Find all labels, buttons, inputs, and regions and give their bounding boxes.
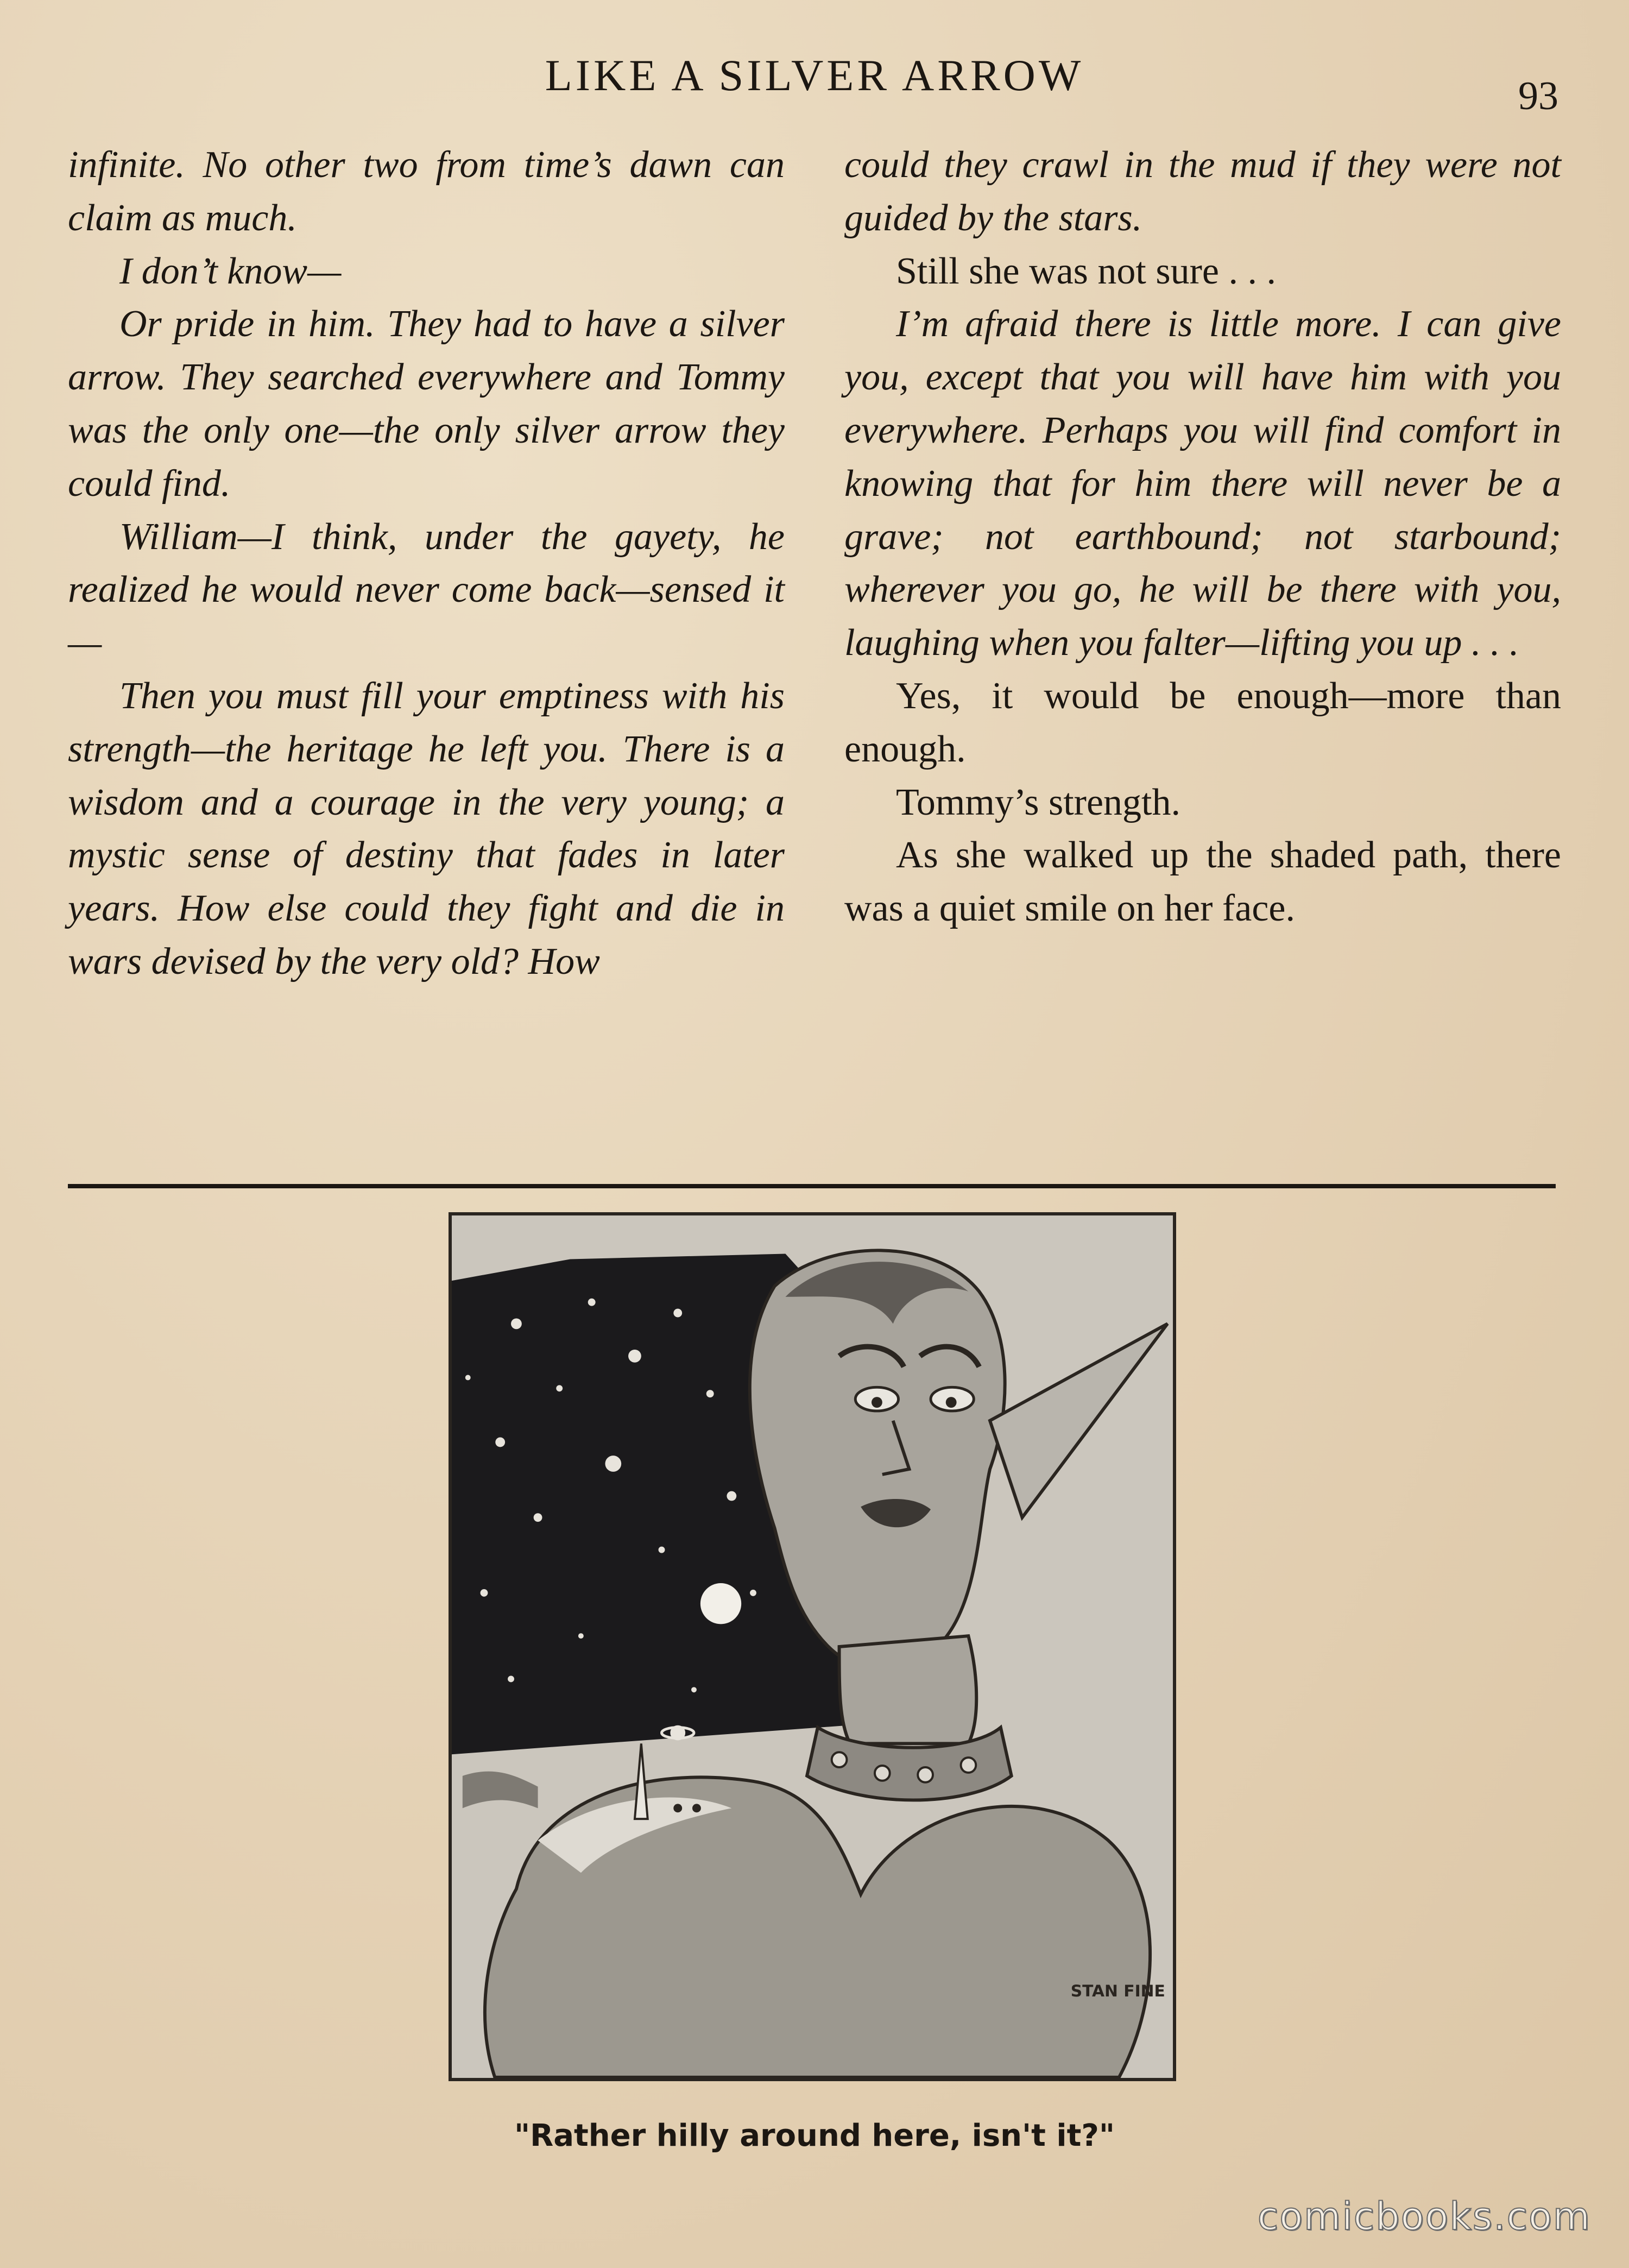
page-header-title: LIKE A SILVER ARROW [545,51,1084,100]
artist-signature: STAN FINE [1070,1982,1165,2001]
paragraph: Yes, it would be enough—more than enough. [844,675,1561,770]
watermark-logo: comicbooks.com [1257,2194,1591,2239]
paragraph: infinite. No other two from time’s dawn can claim as much. [68,144,785,239]
paragraph: Still she was not sure . . . [896,250,1276,292]
paragraph: Or pride in him. They had to have a silver arrow. They searched everywhere and Tommy was the only one—the only silver arrow they could find. [68,303,785,505]
tiny-astronaut [673,1804,682,1812]
paragraph: Then you must fill your emptiness with his strength—the heritage he left you. There is a wisdom and a courage in the very young; a mystic sense of destiny that fades in later years. How else could they fight and die in wars devised by the very old? How [68,675,785,982]
paragraph: I’m afraid there is little more. I can give you, except that you will have him with you everywhere. Perhaps you will find comfort in knowing that for him there will never be a grave; not earthbound; not starbound; wherever you go, he will be there with you, laughing when you falter—lifting you up . . . [844,303,1561,664]
left-text-column [68,138,785,1160]
page-number: 93 [1518,74,1558,118]
tiny-astronaut [692,1804,701,1812]
cartoon-svg [452,1215,1173,2078]
illustration-caption: "Rather hilly around here, isn't it?" [514,2118,1115,2153]
paragraph: As she walked up the shaded path, there was a quiet smile on her face. [844,834,1561,930]
paragraph: could they crawl in the mud if they were not guided by the stars. [844,144,1561,239]
planet [700,1583,741,1624]
paragraph: Tommy’s strength. [896,781,1180,823]
alien-neck [839,1636,977,1743]
section-divider-rule [68,1184,1556,1188]
right-text-column [844,138,1561,1160]
cartoon-illustration [449,1212,1176,2081]
paragraph: William—I think, under the gayety, he realized he would never come back—sensed it— [68,515,785,664]
paragraph: I don’t know— [119,250,342,292]
